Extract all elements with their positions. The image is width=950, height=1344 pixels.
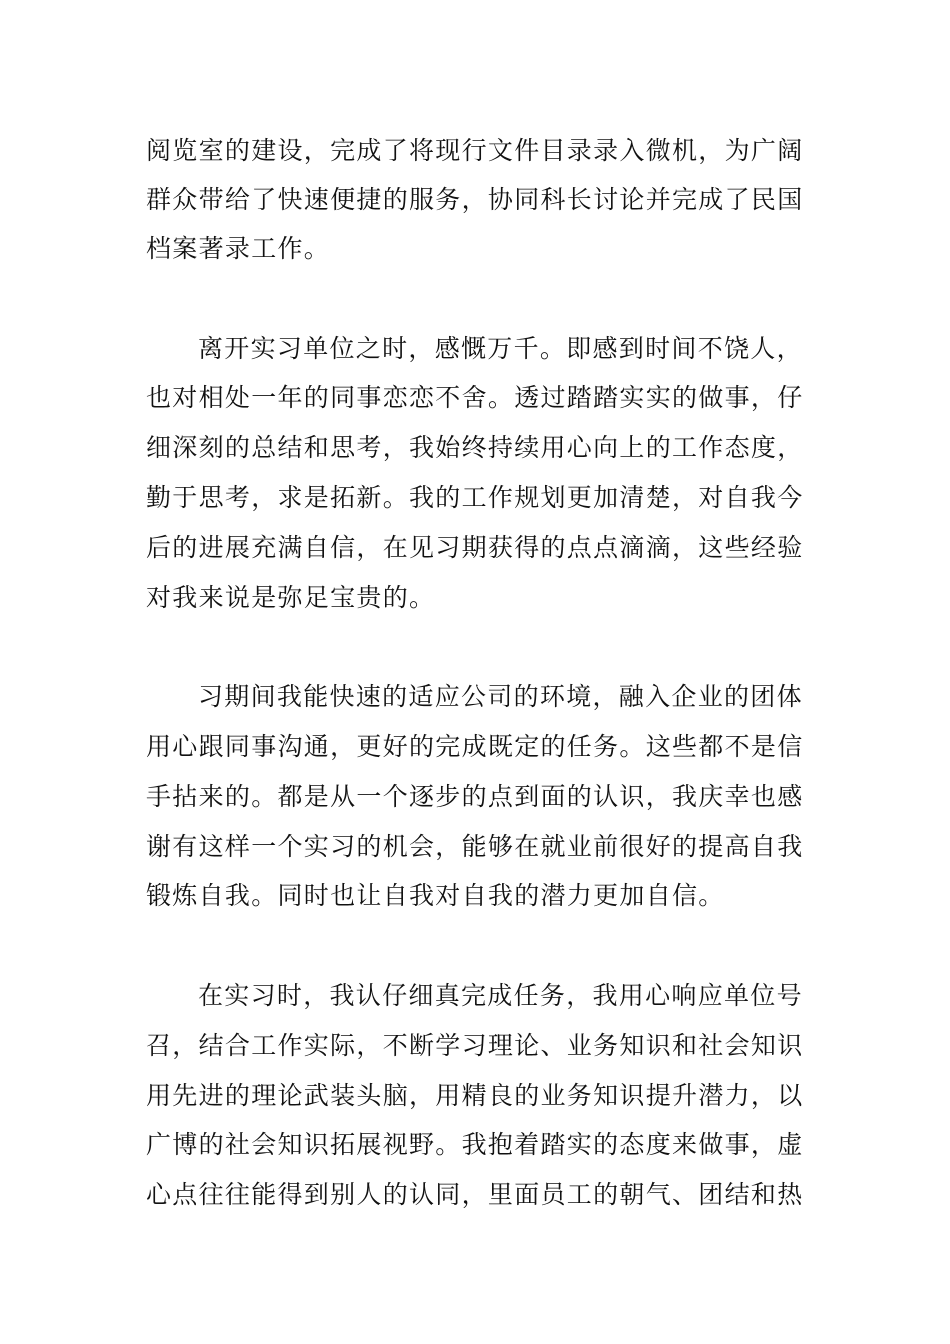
text-line: 后的进展充满自信，在见习期获得的点点滴滴，这些经验 xyxy=(146,533,804,562)
text-line: 习期间我能快速的适应公司的环境，融入企业的团体 xyxy=(198,682,803,711)
text-line: 对我来说是弥足宝贵的。 xyxy=(146,583,436,612)
text-line: 锻炼自我。同时也让自我对自我的潜力更加自信。 xyxy=(146,881,725,910)
text-line: 心点往往能得到别人的认同，里面员工的朝气、团结和热 xyxy=(146,1180,804,1209)
text-line: 用先进的理论武装头脑，用精良的业务知识提升潜力，以 xyxy=(146,1081,804,1110)
text-line: 用心跟同事沟通，更好的完成既定的任务。这些都不是信 xyxy=(146,732,804,761)
text-line: 勤于思考，求是拓新。我的工作规划更加清楚，对自我今 xyxy=(146,483,804,512)
text-line: 档案著录工作。 xyxy=(146,234,331,263)
text-line: 群众带给了快速便捷的服务，协同科长讨论并完成了民国 xyxy=(146,185,804,214)
text-line: 阅览室的建设，完成了将现行文件目录录入微机，为广阔 xyxy=(146,136,804,165)
text-line: 在实习时，我认仔细真完成任务，我用心响应单位号 xyxy=(198,981,803,1010)
text-line: 手拈来的。都是从一个逐步的点到面的认识，我庆幸也感 xyxy=(146,782,804,811)
text-line: 也对相处一年的同事恋恋不舍。透过踏踏实实的做事，仔 xyxy=(146,383,804,412)
text-line: 谢有这样一个实习的机会，能够在就业前很好的提高自我 xyxy=(146,832,804,861)
text-line: 细深刻的总结和思考，我始终持续用心向上的工作态度， xyxy=(146,433,804,462)
text-line: 离开实习单位之时，感慨万千。即感到时间不饶人， xyxy=(198,334,803,363)
text-line: 召，结合工作实际，不断学习理论、业务知识和社会知识 xyxy=(146,1031,804,1060)
text-line: 广博的社会知识拓展视野。我抱着踏实的态度来做事，虚 xyxy=(146,1130,804,1159)
